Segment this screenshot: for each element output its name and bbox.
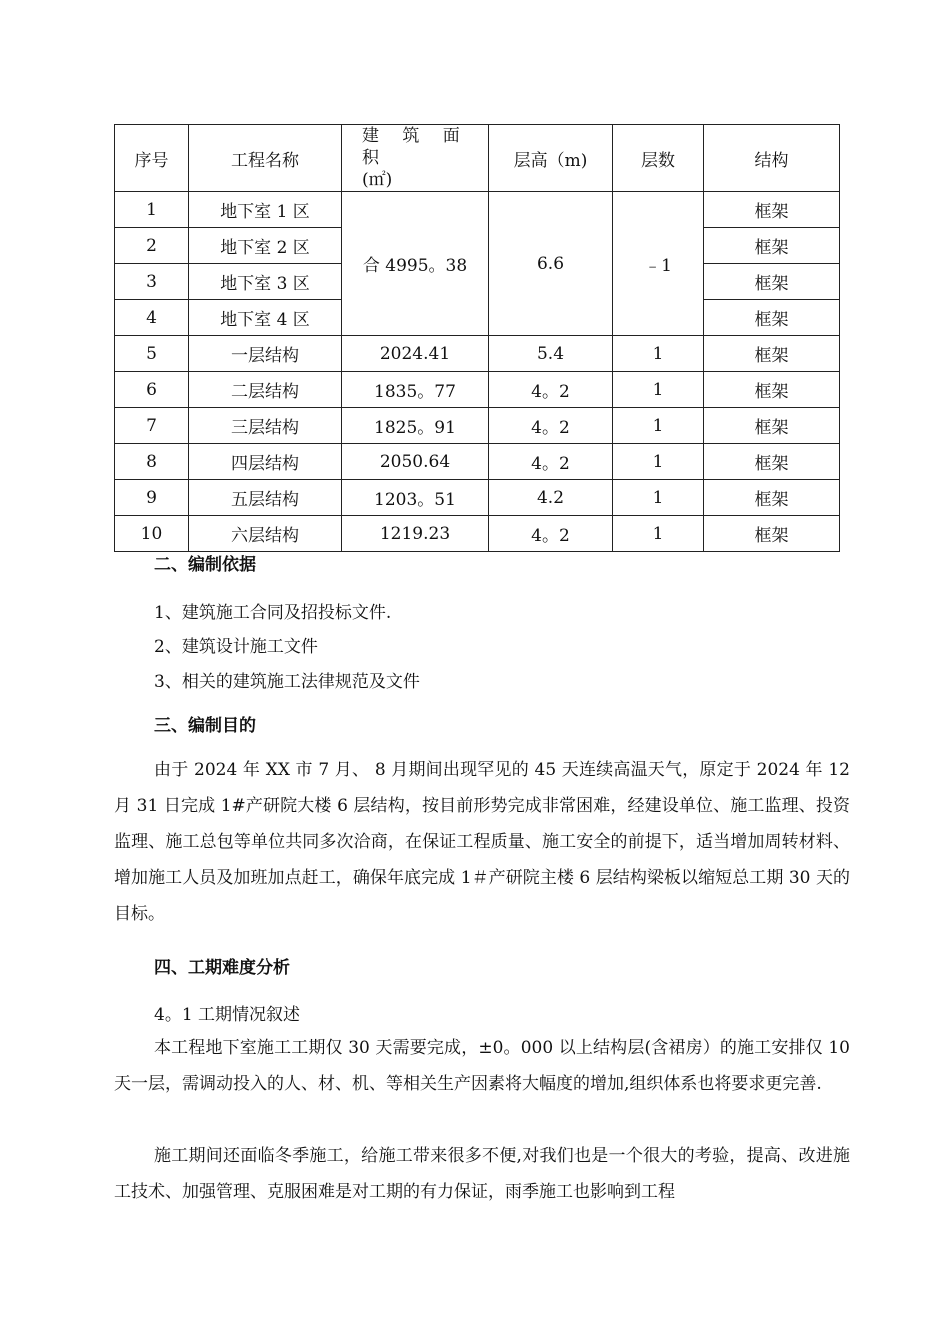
cell-area: 2024.41	[342, 336, 489, 372]
cell-floors: 1	[613, 408, 704, 444]
subsection-title: 4。1 工期情况叙述	[154, 1005, 301, 1025]
cell-height: 4.2	[489, 480, 613, 516]
section-heading-difficulty: 四、工期难度分析	[154, 958, 290, 978]
cell-name: 六层结构	[189, 516, 342, 552]
header-height: 层高（m)	[489, 125, 613, 192]
cell-structure: 框架	[704, 372, 840, 408]
basis-item: 2、建筑设计施工文件	[154, 637, 318, 657]
cell-area: 2050.64	[342, 444, 489, 480]
cell-no: 1	[115, 192, 189, 228]
cell-floors: 1	[613, 372, 704, 408]
cell-no: 3	[115, 264, 189, 300]
cell-floors: 1	[613, 444, 704, 480]
cell-floors: 1	[613, 336, 704, 372]
cell-floors: 1	[613, 480, 704, 516]
cell-no: 5	[115, 336, 189, 372]
table-row	[115, 408, 840, 444]
table-row	[115, 444, 840, 480]
project-table	[114, 124, 840, 552]
cell-area: 1825。91	[342, 408, 489, 444]
cell-no: 9	[115, 480, 189, 516]
cell-no: 10	[115, 516, 189, 552]
cell-floors: 1	[613, 516, 704, 552]
cell-height: 4。2	[489, 372, 613, 408]
cell-height: 4。2	[489, 444, 613, 480]
header-area-unit: (㎡)	[362, 170, 393, 190]
header-area-label: 建 筑 面 积	[362, 126, 469, 168]
cell-no: 2	[115, 228, 189, 264]
cell-structure: 框架	[704, 300, 840, 336]
section-heading-purpose: 三、编制目的	[154, 716, 256, 736]
cell-height: 4。2	[489, 516, 613, 552]
cell-structure: 框架	[704, 192, 840, 228]
cell-structure: 框架	[704, 264, 840, 300]
cell-name: 五层结构	[189, 480, 342, 516]
cell-height: 5.4	[489, 336, 613, 372]
section-heading-basis: 二、编制依据	[154, 555, 256, 575]
cell-area: 1835。77	[342, 372, 489, 408]
cell-no: 7	[115, 408, 189, 444]
cell-structure: 框架	[704, 480, 840, 516]
cell-name: 二层结构	[189, 372, 342, 408]
cell-structure: 框架	[704, 336, 840, 372]
cell-area: 1203。51	[342, 480, 489, 516]
cell-name: 一层结构	[189, 336, 342, 372]
table-row	[115, 372, 840, 408]
cell-no: 4	[115, 300, 189, 336]
cell-structure: 框架	[704, 408, 840, 444]
cell-no: 6	[115, 372, 189, 408]
cell-basement-floors: ﹣1	[613, 192, 704, 336]
header-area	[342, 125, 489, 192]
cell-structure: 框架	[704, 444, 840, 480]
basis-item: 3、相关的建筑施工法律规范及文件	[154, 672, 420, 692]
cell-name: 四层结构	[189, 444, 342, 480]
header-name: 工程名称	[189, 125, 342, 192]
table-row	[115, 336, 840, 372]
cell-basement-height: 6.6	[489, 192, 613, 336]
cell-name: 三层结构	[189, 408, 342, 444]
header-no: 序号	[115, 125, 189, 192]
table-header-row	[115, 125, 840, 192]
cell-area: 1219.23	[342, 516, 489, 552]
table-row	[115, 516, 840, 552]
cell-name: 地下室 4 区	[189, 300, 342, 336]
difficulty-paragraph: 本工程地下室施工工期仅 30 天需要完成，±0。000 以上结构层(含裙房）的施工安排仅 10 天一层，需调动投入的人、材、机、等相关生产因素将大幅度的增加,组织体系也将要求更完善.	[114, 1038, 850, 1094]
cell-structure: 框架	[704, 228, 840, 264]
basis-item: 1、建筑施工合同及招投标文件.	[154, 603, 392, 623]
header-floors: 层数	[613, 125, 704, 192]
table-row	[115, 480, 840, 516]
cell-name: 地下室 2 区	[189, 228, 342, 264]
cell-height: 4。2	[489, 408, 613, 444]
header-structure: 结构	[704, 125, 840, 192]
cell-structure: 框架	[704, 516, 840, 552]
cell-name: 地下室 3 区	[189, 264, 342, 300]
difficulty-paragraph: 施工期间还面临冬季施工，给施工带来很多不便,对我们也是一个很大的考验，提高、改进施工技术、加强管理、克服困难是对工期的有力保证，雨季施工也影响到工程	[114, 1146, 850, 1202]
purpose-paragraph: 由于 2024 年 XX 市 7 月、 8 月期间出现罕见的 45 天连续高温天气，原定于 2024 年 12 月 31 日完成 1#产研院大楼 6 层结构，按目前形势完成非常困难，经建设单位、施工监理、投资监理、施工总包等单位共同多次洽商，在保证工程质量、施工安全的前提下，适当增加周转材料、增加施工人员及加班加点赶工，确保年底完成 1＃产研院主楼 6 层结构梁板以缩短总工期 30 天的目标。	[114, 760, 850, 924]
cell-basement-area: 合 4995。38	[342, 192, 489, 336]
cell-name: 地下室 1 区	[189, 192, 342, 228]
table-row	[115, 192, 840, 228]
cell-no: 8	[115, 444, 189, 480]
